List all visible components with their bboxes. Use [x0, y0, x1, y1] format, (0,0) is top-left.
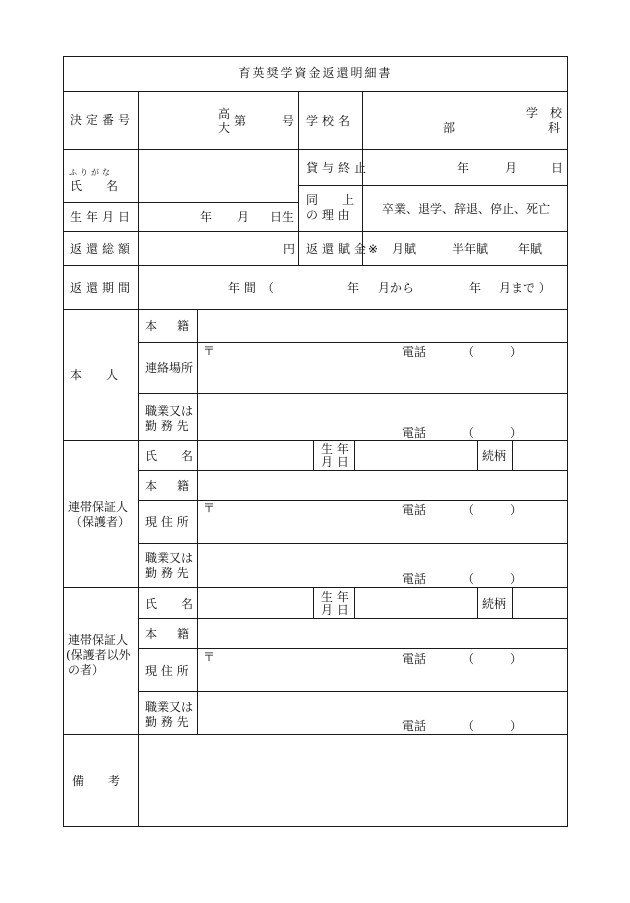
reason-label-1: 同 上 [306, 193, 355, 207]
school-bu: 部 [443, 121, 456, 135]
guarantor2-birth-1: 生 年 [321, 590, 349, 604]
birth-month: 月 [237, 210, 250, 224]
rule [138, 91, 139, 827]
school-name-label: 学校名 [306, 114, 355, 128]
rule [354, 440, 355, 471]
self-phone-paren-2: （ ） [462, 426, 523, 440]
installment-label: 返還賦金 [306, 242, 371, 256]
guarantor2-domicile-label: 本 籍 [145, 627, 194, 641]
installment-annual: 年賦 [518, 242, 543, 256]
period-to-year: 年 [469, 281, 482, 295]
period-years: 年 間 （ [228, 281, 274, 295]
loan-end-month: 月 [505, 161, 518, 175]
guarantor2-birth-2: 月 日 [321, 603, 349, 617]
guarantor1-label-1: 連帯保証人 [68, 500, 129, 514]
rule [354, 587, 355, 619]
guarantor2-phone-paren-2: （ ） [462, 719, 523, 733]
decision-number-label: 決定番号 [70, 113, 135, 127]
school-gakko: 学 校 [526, 106, 563, 120]
guarantor1-label-2: （保護者） [70, 515, 131, 529]
installment-mark: ※ [368, 242, 379, 256]
guarantor2-job-label-2: 勤 務 先 [145, 715, 189, 729]
level-high: 高 [218, 107, 231, 121]
guarantor2-phone-2: 電話 [402, 719, 427, 733]
rule [138, 648, 568, 649]
rule [313, 587, 314, 619]
remarks-label: 備 考 [72, 774, 121, 788]
self-job-label-2: 勤 務 先 [145, 419, 189, 433]
guarantor1-phone-2: 電話 [402, 572, 427, 586]
period-from-year: 年 [347, 281, 360, 295]
guarantor1-phone-paren-2: （ ） [462, 572, 523, 586]
rule [298, 91, 299, 266]
guarantor1-address-label: 現 住 所 [145, 515, 189, 529]
postal-mark-icon: 〒 [203, 344, 216, 358]
decision-dai: 第 [234, 114, 247, 128]
guarantor2-phone-1: 電話 [402, 652, 427, 666]
guarantor1-job-label-2: 勤 務 先 [145, 566, 189, 580]
guarantor1-birth-2: 月 日 [321, 455, 349, 469]
rule [512, 587, 513, 619]
rule [197, 309, 198, 735]
guarantor2-address-label: 現 住 所 [145, 664, 189, 678]
name-label: 氏 名 [70, 179, 119, 193]
form-title: 育英奨学資金返還明細書 [238, 66, 393, 80]
yen-unit: 円 [283, 242, 296, 256]
rule [138, 470, 568, 471]
rule [477, 440, 478, 471]
guarantor1-birth-1: 生 年 [321, 442, 349, 456]
rule [138, 618, 568, 619]
reason-label-2: の 理 由 [306, 208, 350, 222]
rule [362, 91, 363, 266]
guarantor1-phone-paren-1: （ ） [462, 503, 523, 517]
loan-end-day: 日 [551, 161, 564, 175]
self-contact-label: 連絡場所 [145, 361, 194, 375]
decision-go: 号 [282, 114, 295, 128]
rule [138, 543, 568, 544]
rule [63, 202, 298, 203]
guarantor1-phone-1: 電話 [402, 503, 427, 517]
school-ka: 科 [548, 121, 561, 135]
guarantor2-name-label: 氏 名 [145, 597, 194, 611]
reason-options: 卒業、退学、辞退、停止、死亡 [382, 202, 551, 216]
rule [138, 691, 568, 692]
period-label: 返還期間 [70, 281, 135, 295]
birth-date-label: 生年月日 [70, 210, 135, 224]
level-university: 大 [218, 121, 231, 135]
guarantor2-job-label-1: 職業又は [145, 700, 194, 714]
self-phone-paren-1: （ ） [462, 345, 523, 359]
border [63, 56, 64, 827]
guarantor1-relation-label: 続柄 [482, 449, 507, 463]
rule [512, 440, 513, 471]
postal-mark-icon: 〒 [203, 650, 216, 664]
self-phone-2: 電話 [402, 426, 427, 440]
guarantor2-label-3: の者） [68, 663, 105, 677]
guarantor2-phone-paren-1: （ ） [462, 652, 523, 666]
guarantor2-label-2: (保護者以外 [66, 648, 131, 662]
border [63, 56, 568, 57]
rule [138, 342, 568, 343]
loan-end-year: 年 [457, 161, 470, 175]
guarantor1-domicile-label: 本 籍 [145, 479, 194, 493]
guarantor2-label-1: 連帯保証人 [68, 633, 129, 647]
rule [477, 587, 478, 619]
total-repayment-label: 返還総額 [70, 242, 135, 256]
birth-day: 日生 [270, 210, 295, 224]
rule [298, 185, 568, 186]
postal-mark-icon: 〒 [203, 501, 216, 515]
rule [313, 440, 314, 471]
installment-semiannual: 半年賦 [452, 242, 489, 256]
self-domicile-label: 本 籍 [145, 319, 194, 333]
self-job-label-1: 職業又は [145, 404, 194, 418]
birth-year: 年 [200, 210, 213, 224]
guarantor1-job-label-1: 職業又は [145, 551, 194, 565]
guarantor1-name-label: 氏 名 [145, 449, 194, 463]
border [567, 56, 568, 827]
guarantor2-relation-label: 続柄 [482, 597, 507, 611]
loan-end-label: 貸与終止 [306, 161, 371, 175]
period-from-month: 月から [378, 281, 415, 295]
self-label: 本 人 [70, 368, 119, 382]
self-phone-1: 電話 [402, 345, 427, 359]
rule [138, 393, 568, 394]
installment-monthly: 月賦 [392, 242, 417, 256]
period-to-month: 月まで ） [499, 281, 551, 295]
furigana-label: ふりがな [69, 168, 113, 177]
